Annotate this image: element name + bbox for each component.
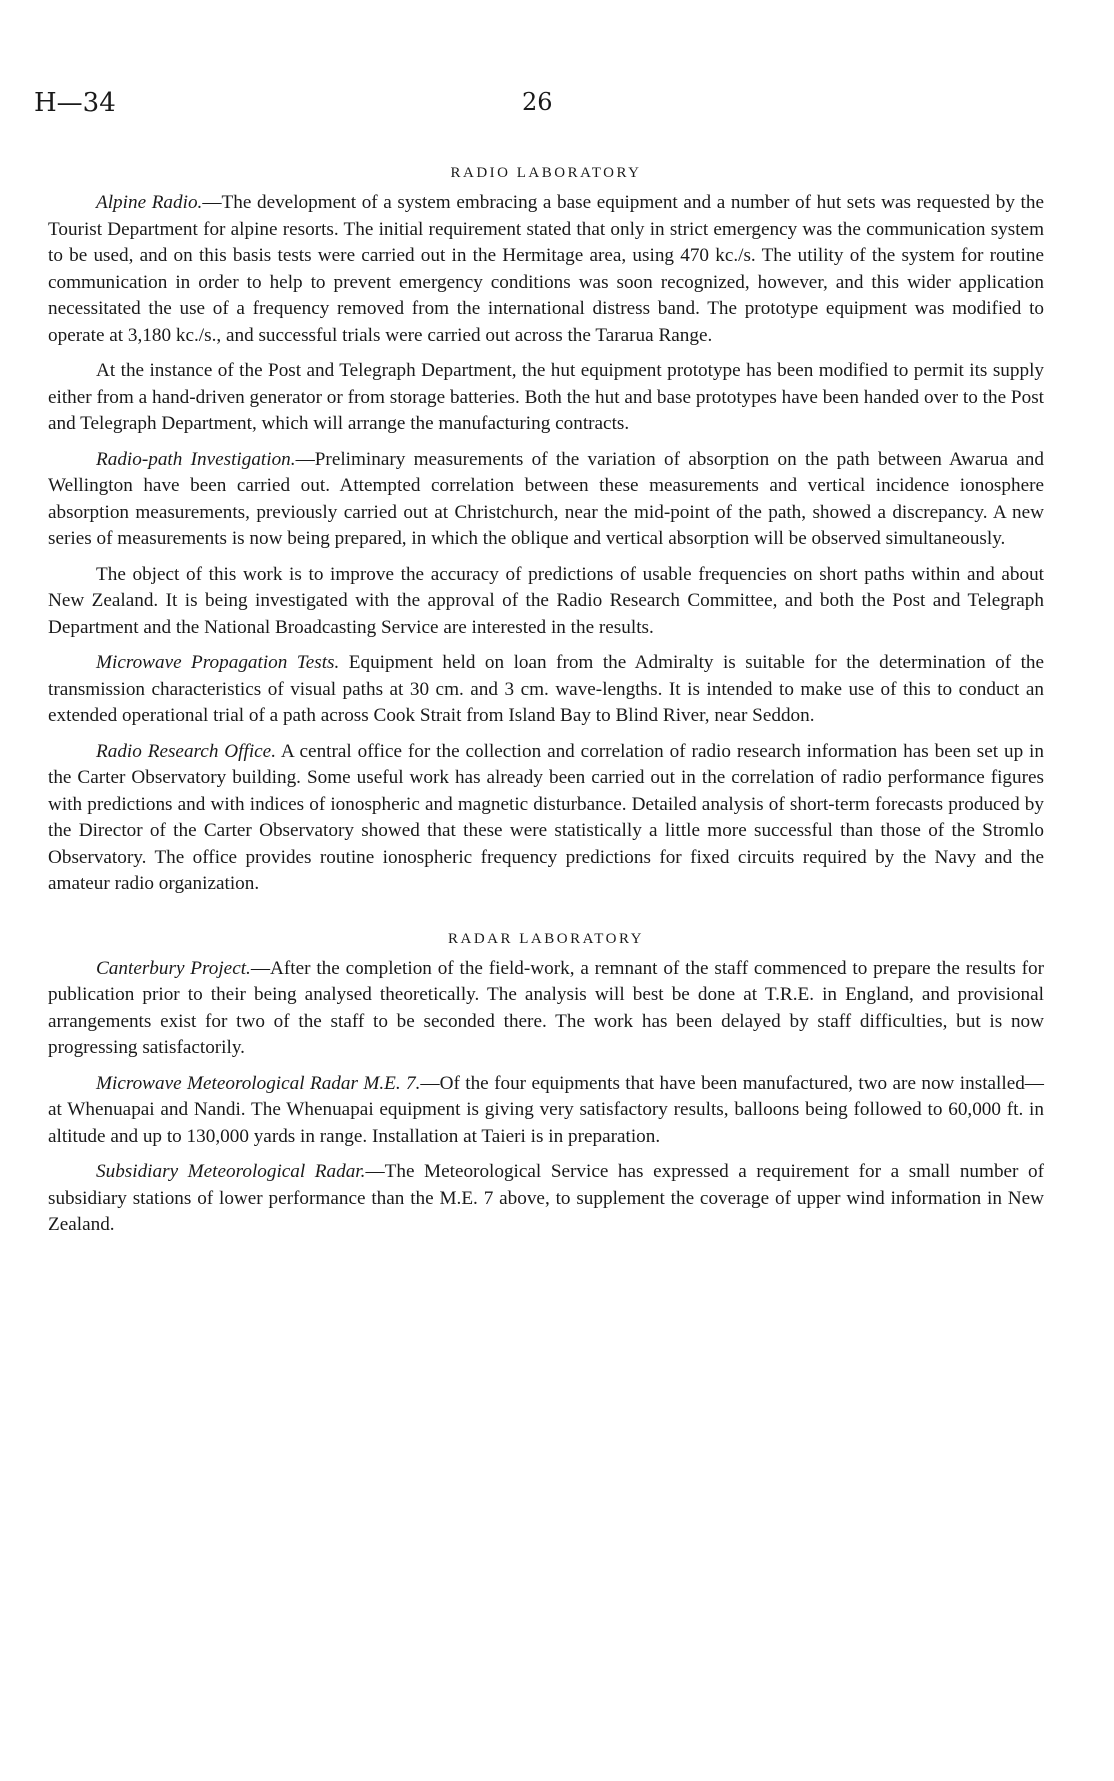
paragraph-canterbury-project [48, 956, 1044, 1062]
paragraph-radio-path-investigation [48, 447, 1044, 553]
paragraph-text: —The development of a system embracing a base equipment and a number of hut sets was requested by the Tourist Department for alpine resorts. The initial requirement stated that only in strict emergency was the communication system to be used, and on this basis tests were carried out in the Hermitage area, using 470 kc./s. The utility of the system for routine communication in order to help to prevent emergency conditions was soon recognized, however, and this wider application necessitated the use of a frequency removed from the international distress band. The prototype equipment was modified to operate at 3,180 kc./s., and successful trials were carried out across the Tararua Range. [48, 192, 1045, 346]
paragraph-text: The object of this work is to improve the accuracy of predictions of usable frequencies on short paths within and about New Zealand. It is being investigated with the approval of the Radio Research Committee, and both the Post and Telegraph Department and the National Broadcasting Service are interested in the results. [48, 563, 1044, 638]
paragraph-hut-equipment [48, 358, 1044, 438]
paragraph-text: —Preliminary measurements of the variation of absorption on the path between Awarua and Wellington have been carried out. Attempted correlation between these measurements and vertical incidence ionosphere absorption measurements, previously carried out at Christchurch, near the mid-point of the path, showed a discrepancy. A new series of measurements is now being prepared, in which the oblique and vertical absorption will be observed simultaneously. [48, 448, 1044, 549]
page-body [48, 160, 1044, 1248]
paragraph-text: —Of the four equipments that have been manufactured, two are now installed—at Whenuapai and Nandi. The Whenuapai equipment is giving very satisfactory results, balloons being followed to 60,000 ft. in altitude and up to 130,000 yards in range. Installation at Taieri is in preparation. [48, 1072, 1044, 1147]
document-reference: H—34 [34, 88, 116, 118]
section-heading-radio-laboratory: RADIO LABORATORY [450, 165, 642, 181]
paragraph-text: At the instance of the Post and Telegraph Department, the hut equipment prototype has been modified to permit its supply either from a hand-driven generator or from storage batteries. Both the hut and base prototypes have been handed over to the Post and Telegraph Department, which will arrange the manufacturing contracts. [48, 360, 1044, 434]
paragraph-subsidiary-meteorological-radar [48, 1159, 1044, 1239]
paragraph-lead: Microwave Propagation Tests. [96, 652, 340, 673]
paragraph-text: A central office for the collection and correlation of radio research information has been set up in the Carter Observatory building. Some useful work has already been carried out in the correlation of radio performance figures with predictions and with indices of ionospheric and magnetic disturbance. Detailed analysis of short-term forecasts produced by the Director of the Carter Observatory showed that these were statistically a little more successful than those of the Stromlo Observatory. The office provides routine ionospheric frequency predictions for fixed circuits required by the Navy and the amateur radio organization. [48, 740, 1044, 894]
paragraph-lead: Subsidiary Meteorological Radar. [96, 1161, 366, 1182]
page-number: 26 [522, 88, 553, 116]
paragraph-microwave-propagation-tests [48, 650, 1044, 730]
paragraph-usable-frequencies [48, 562, 1044, 642]
paragraph-alpine-radio [48, 190, 1044, 349]
paragraph-lead: Microwave Meteorological Radar M.E. 7. [96, 1072, 421, 1094]
page-header [34, 88, 1054, 118]
paragraph-text: —The Meteorological Service has expressed a requirement for a small number of subsidiary stations of lower performance than the M.E. 7 above, to supplement the coverage of upper wind information in New Zealand. [48, 1161, 1044, 1235]
paragraph-radio-research-office [48, 739, 1044, 898]
paragraph-text: Equipment held on loan from the Admiralty is suitable for the determination of the transmission characteristics of visual paths at 30 cm. and 3 cm. wave-lengths. It is intended to make use of this to conduct an extended operational trial of a path across Cook Strait from Island Bay to Blind River, near Seddon. [48, 652, 1045, 726]
paragraph-lead: Radio Research Office. [96, 740, 276, 762]
paragraph-microwave-meteorological-radar [48, 1071, 1044, 1151]
paragraph-lead: Radio-path Investigation. [96, 448, 296, 470]
paragraph-lead: Canterbury Project. [96, 957, 251, 979]
section-heading-radar-laboratory: RADAR LABORATORY [448, 930, 644, 947]
paragraph-lead: Alpine Radio. [96, 192, 203, 213]
paragraph-text: —After the completion of the field-work, a remnant of the staff commenced to prepare the results for publication prior to their being analysed theoretically. The analysis will best be done at T.R.E. in England, and provisional arrangements exist for two of the staff to be seconded there. The work has been delayed by staff difficulties, but is now progressing satisfactorily. [48, 957, 1044, 1058]
